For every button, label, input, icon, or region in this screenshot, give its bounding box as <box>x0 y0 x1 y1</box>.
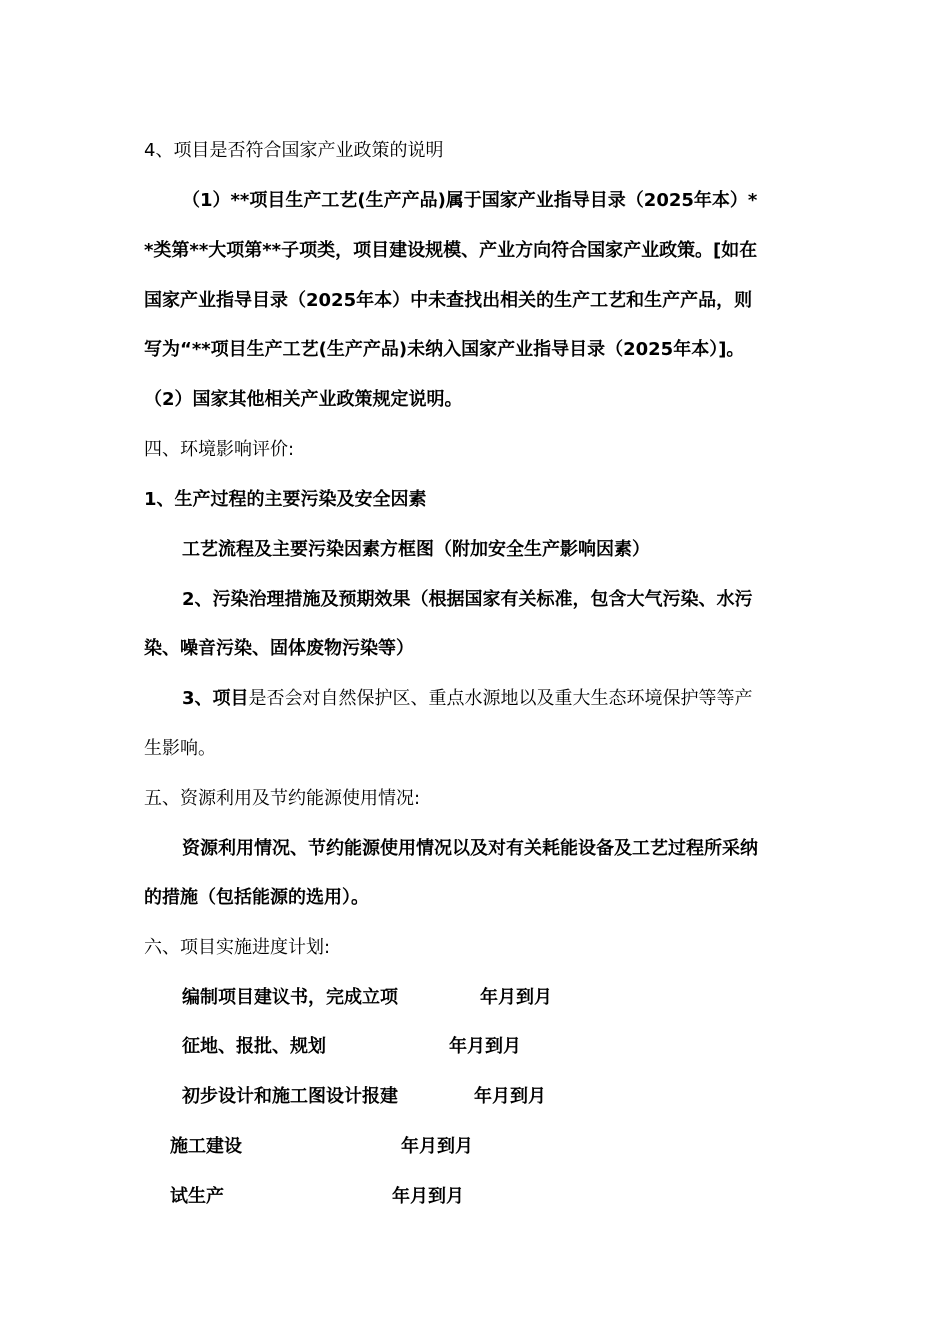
schedule-period: 年月到月 <box>401 1136 473 1157</box>
environment-item-3-lead: 3、项目 <box>182 688 249 709</box>
environment-item-1-desc: 工艺流程及主要污染因素方框图（附加安全生产影响因素） <box>182 539 650 560</box>
environment-item-2-line: 2、污染治理措施及预期效果（根据国家有关标准，包含大气污染、水污 <box>182 589 753 610</box>
schedule-row <box>170 1185 464 1209</box>
section-heading-policy: 4、项目是否符合国家产业政策的说明 <box>144 140 444 161</box>
schedule-period: 年月到月 <box>392 1186 464 1207</box>
policy-paragraph-line: 国家产业指导目录（2025年本）中未查找出相关的生产工艺和生产产品，则 <box>144 290 753 311</box>
schedule-period: 年月到月 <box>449 1036 521 1057</box>
section-heading-resources: 五、资源利用及节约能源使用情况: <box>144 788 421 809</box>
schedule-row <box>170 1135 473 1159</box>
resources-paragraph-line: 资源利用情况、节约能源使用情况以及对有关耗能设备及工艺过程所采纳 <box>182 838 758 859</box>
environment-item-1: 1、生产过程的主要污染及安全因素 <box>144 489 427 510</box>
environment-item-3-text: 是否会对自然保护区、重点水源地以及重大生态环境保护等等产 <box>248 688 753 709</box>
schedule-task: 施工建设 <box>170 1136 242 1157</box>
schedule-row <box>182 1035 521 1059</box>
section-heading-schedule: 六、项目实施进度计划: <box>144 937 331 958</box>
environment-item-3 <box>182 687 753 711</box>
schedule-task: 编制项目建议书，完成立项 <box>182 987 398 1008</box>
section-heading-environment: 四、环境影响评价: <box>144 439 295 460</box>
policy-paragraph-line: （1）**项目生产工艺(生产产品)属于国家产业指导目录（2025年本）* <box>182 190 758 211</box>
schedule-task: 试生产 <box>170 1186 224 1207</box>
schedule-period: 年月到月 <box>474 1086 546 1107</box>
environment-item-2-line: 染、噪音污染、固体废物污染等） <box>144 638 414 659</box>
policy-paragraph-2: （2）国家其他相关产业政策规定说明。 <box>144 389 463 410</box>
schedule-task: 初步设计和施工图设计报建 <box>182 1086 398 1107</box>
schedule-period: 年月到月 <box>480 987 552 1008</box>
schedule-row <box>182 986 552 1010</box>
schedule-task: 征地、报批、规划 <box>182 1036 326 1057</box>
environment-item-3-line: 生影响。 <box>144 738 216 759</box>
policy-paragraph-line: 写为“**项目生产工艺(生产产品)未纳入国家产业指导目录（2025年本）]。 <box>144 339 745 360</box>
resources-paragraph-line: 的措施（包括能源的选用）。 <box>144 887 369 908</box>
schedule-row <box>182 1085 546 1109</box>
policy-paragraph-line: *类第**大项第**子项类，项目建设规模、产业方向符合国家产业政策。[如在 <box>144 240 758 261</box>
